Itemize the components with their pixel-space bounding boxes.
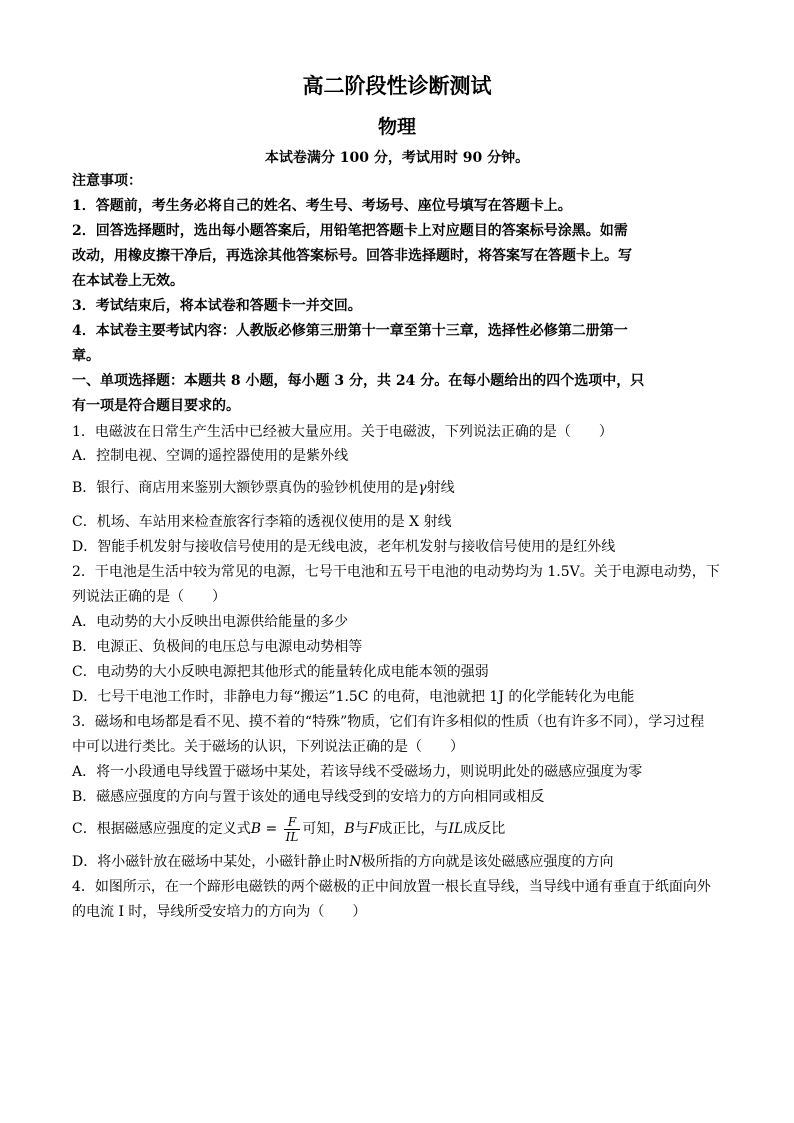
note-item-4-line-1: 4．本试卷主要考试内容：人教版必修第三册第十一章至第十三章，选择性必修第二册第一 [72, 323, 628, 339]
q2-option-c: C．电动势的大小反映电源把其他形式的能量转化成电能本领的强弱 [72, 664, 489, 680]
section-heading-line-2: 有一项是符合题目要求的。 [72, 398, 240, 414]
q2-option-d: D．七号干电池工作时，非静电力每“搬运”1.5C 的电荷，电池就把 1J 的化学能转化为电能 [72, 689, 635, 705]
q3-stem-line-2: 中可以进行类比。关于磁场的认识，下列说法正确的是（ ） [72, 739, 464, 755]
symbol-f: F [368, 821, 379, 837]
q3-option-c-mid-2: 与 [354, 821, 369, 837]
symbol-n: N [349, 854, 362, 870]
symbol-b-2: B [344, 821, 355, 837]
gamma-symbol: γ [418, 480, 427, 496]
q2-stem-line-1: 2．干电池是生活中较为常见的电源，七号干电池和五号干电池的电动势均为 1.5V。关于电源电动势，下 [72, 564, 720, 580]
q4-stem-line-2: 的电流 I 时，导线所受安培力的方向为（ ） [72, 904, 367, 920]
q3-option-d-text: D．将小磁针放在磁场中某处，小磁针静止时 [72, 854, 350, 870]
symbol-b: B [250, 821, 262, 837]
exam-title: 高二阶段性诊断测试 [302, 73, 492, 98]
q1-option-b-suffix: 射线 [426, 480, 455, 496]
q3-option-c-suffix: 成反比 [463, 821, 506, 837]
q3-option-c-mid-1: 可知， [302, 821, 345, 837]
note-item-2-line-1: 2．回答选择题时，选出每小题答案后，用铅笔把答题卡上对应题目的答案标号涂黑。如需 [72, 223, 628, 239]
symbol-il: IL [448, 821, 464, 837]
note-item-3: 3．考试结束后，将本试卷和答题卡一并交回。 [72, 298, 362, 314]
note-item-1: 1．答题前，考生务必将自己的姓名、考生号、考场号、座位号填写在答题卡上。 [72, 198, 572, 214]
q3-option-c-mid-3: 成正比，与 [378, 821, 449, 837]
q3-option-d-suffix: 极所指的方向就是该处磁感应强度的方向 [361, 854, 614, 870]
q1-option-d: D．智能手机发射与接收信号使用的是无线电波，老年机发射与接收信号使用的是红外线 [72, 539, 616, 555]
equals-sign: = [261, 821, 282, 837]
q3-option-a: A．将一小段通电导线置于磁场中某处，若该导线不受磁场力，则说明此处的磁感应强度为零 [72, 764, 643, 780]
exam-info: 本试卷满分 100 分，考试用时 90 分钟。 [264, 150, 530, 166]
note-item-2-line-3: 在本试卷上无效。 [72, 273, 184, 289]
q2-option-a: A．电动势的大小反映出电源供给能量的多少 [72, 614, 349, 630]
q1-option-c: C．机场、车站用来检查旅客行李箱的透视仪使用的是 X 射线 [72, 514, 452, 530]
q1-option-b-text: B．银行、商店用来鉴别大额钞票真伪的验钞机使用的是 [72, 480, 419, 496]
q1-option-b [72, 478, 732, 498]
fraction-denominator: IL [285, 829, 299, 844]
q1-option-a: A．控制电视、空调的遥控器使用的是紫外线 [72, 448, 349, 464]
q3-option-b: B．磁感应强度的方向与置于该处的通电导线受到的安培力的方向相同或相反 [72, 789, 545, 805]
q3-option-c-text: C．根据磁感应强度的定义式 [72, 821, 251, 837]
fraction-numerator: F [284, 815, 301, 830]
q3-stem-line-1: 3．磁场和电场都是看不见、摸不着的“特殊”物质，它们有许多相似的性质（也有许多不同），学习过程 [72, 714, 705, 730]
note-item-2-line-2: 改动，用橡皮擦干净后，再选涂其他答案标号。回答非选择题时，将答案写在答题卡上。写 [72, 248, 632, 264]
note-item-4-line-2: 章。 [72, 348, 100, 364]
q2-stem-line-2: 列说法正确的是（ ） [72, 589, 226, 605]
subject-title: 物理 [377, 116, 416, 138]
section-heading-line-1: 一、单项选择题：本题共 8 小题，每小题 3 分，共 24 分。在每小题给出的四个选项中，只 [72, 373, 645, 389]
formula-fraction [284, 815, 301, 844]
q4-stem-line-1: 4．如图所示，在一个蹄形电磁铁的两个磁极的正中间放置一根长直导线，当导线中通有垂直于纸面向外 [72, 879, 711, 895]
q2-option-b: B．电源正、负极间的电压总与电源电动势相等 [72, 639, 363, 655]
q3-option-c [72, 814, 732, 844]
q1-stem: 1．电磁波在日常生产生活中已经被大量应用。关于电磁波，下列说法正确的是（ ） [72, 424, 613, 440]
q3-option-d [72, 852, 732, 872]
notes-heading: 注意事项： [72, 173, 142, 189]
